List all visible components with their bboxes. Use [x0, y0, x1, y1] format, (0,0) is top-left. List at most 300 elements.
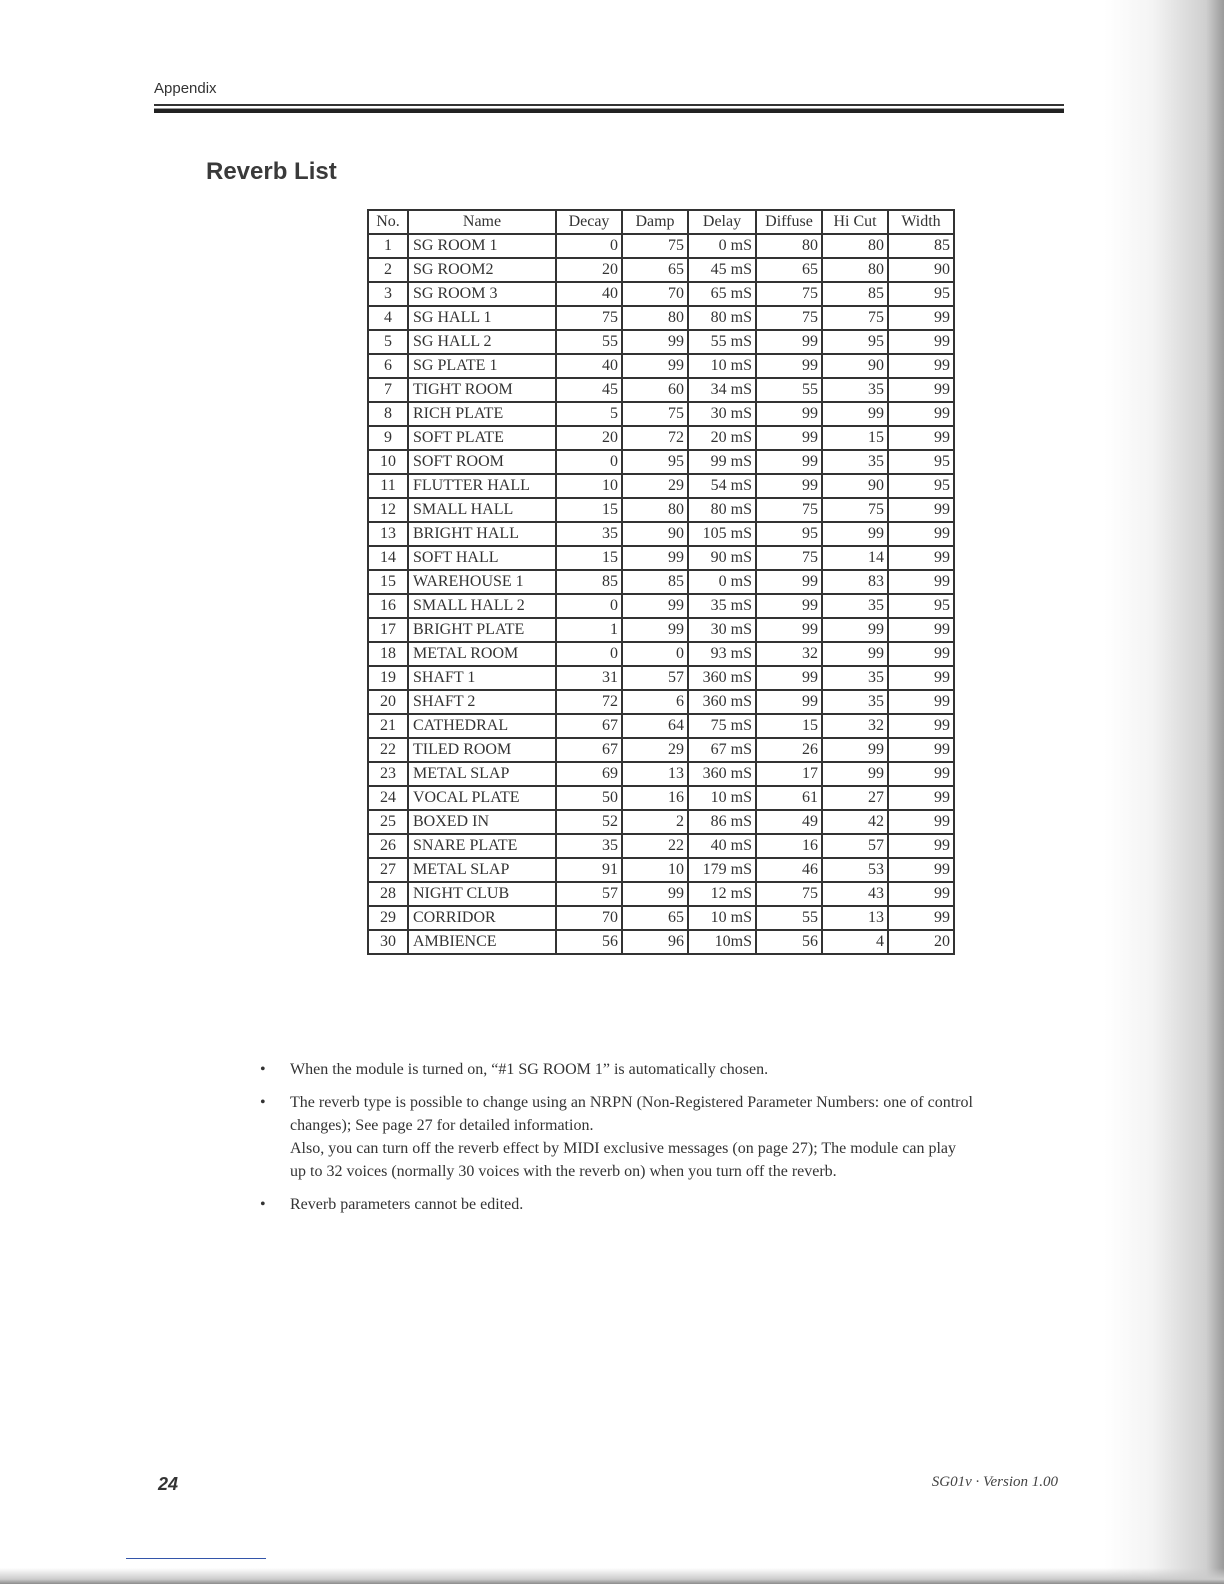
cell-hi-cut: 75 — [822, 306, 888, 330]
cell-name: BOXED IN — [408, 810, 556, 834]
cell-damp: 99 — [622, 330, 688, 354]
cell-damp: 6 — [622, 690, 688, 714]
cell-no: 22 — [368, 738, 408, 762]
cell-diffuse: 56 — [756, 930, 822, 954]
cell-diffuse: 99 — [756, 354, 822, 378]
cell-diffuse: 75 — [756, 498, 822, 522]
cell-hi-cut: 75 — [822, 498, 888, 522]
table-row — [368, 642, 954, 666]
cell-width: 95 — [888, 594, 954, 618]
cell-decay: 5 — [556, 402, 622, 426]
cell-no: 7 — [368, 378, 408, 402]
cell-width: 95 — [888, 474, 954, 498]
cell-name: SG HALL 1 — [408, 306, 556, 330]
cell-delay: 86 mS — [688, 810, 756, 834]
cell-width: 99 — [888, 354, 954, 378]
cell-decay: 72 — [556, 690, 622, 714]
cell-hi-cut: 83 — [822, 570, 888, 594]
table-row — [368, 498, 954, 522]
cell-name: NIGHT CLUB — [408, 882, 556, 906]
cell-delay: 80 mS — [688, 498, 756, 522]
cell-hi-cut: 32 — [822, 714, 888, 738]
cell-damp: 72 — [622, 426, 688, 450]
cell-name: SG ROOM 3 — [408, 282, 556, 306]
cell-decay: 35 — [556, 522, 622, 546]
note-line: Also, you can turn off the reverb effect by MIDI exclusive messages (on page 27); The module can play — [290, 1140, 957, 1157]
cell-delay: 10 mS — [688, 354, 756, 378]
table-row — [368, 378, 954, 402]
cell-width: 99 — [888, 522, 954, 546]
cell-delay: 34 mS — [688, 378, 756, 402]
cell-delay: 99 mS — [688, 450, 756, 474]
cell-name: SG ROOM2 — [408, 258, 556, 282]
cell-width: 99 — [888, 834, 954, 858]
cell-width: 99 — [888, 426, 954, 450]
note-line: When the module is turned on, “#1 SG ROOM 1” is automatically chosen. — [290, 1061, 769, 1078]
cell-no: 18 — [368, 642, 408, 666]
cell-width: 99 — [888, 810, 954, 834]
cell-decay: 91 — [556, 858, 622, 882]
cell-name: SNARE PLATE — [408, 834, 556, 858]
cell-width: 99 — [888, 498, 954, 522]
cell-width: 85 — [888, 234, 954, 258]
cell-diffuse: 32 — [756, 642, 822, 666]
table-row — [368, 666, 954, 690]
table-row — [368, 834, 954, 858]
cell-name: BRIGHT HALL — [408, 522, 556, 546]
cell-hi-cut: 35 — [822, 690, 888, 714]
table-row — [368, 546, 954, 570]
cell-decay: 0 — [556, 594, 622, 618]
note-item — [258, 1193, 1058, 1216]
cell-no: 14 — [368, 546, 408, 570]
cell-damp: 10 — [622, 858, 688, 882]
cell-name: SHAFT 2 — [408, 690, 556, 714]
cell-width: 99 — [888, 858, 954, 882]
cell-damp: 22 — [622, 834, 688, 858]
cell-diffuse: 15 — [756, 714, 822, 738]
table-body — [368, 234, 954, 954]
cell-name: METAL SLAP — [408, 858, 556, 882]
cell-width: 99 — [888, 570, 954, 594]
cell-damp: 75 — [622, 402, 688, 426]
cell-delay: 10 mS — [688, 906, 756, 930]
cell-no: 15 — [368, 570, 408, 594]
cell-delay: 360 mS — [688, 666, 756, 690]
cell-delay: 105 mS — [688, 522, 756, 546]
cell-name: TILED ROOM — [408, 738, 556, 762]
cell-decay: 15 — [556, 546, 622, 570]
header-rule — [154, 104, 1064, 113]
cell-hi-cut: 42 — [822, 810, 888, 834]
note-line: changes); See page 27 for detailed information. — [290, 1117, 594, 1134]
cell-delay: 360 mS — [688, 762, 756, 786]
cell-delay: 0 mS — [688, 570, 756, 594]
cell-delay: 35 mS — [688, 594, 756, 618]
cell-damp: 64 — [622, 714, 688, 738]
cell-hi-cut: 14 — [822, 546, 888, 570]
cell-width: 99 — [888, 306, 954, 330]
cell-no: 19 — [368, 666, 408, 690]
table-row — [368, 786, 954, 810]
cell-diffuse: 99 — [756, 426, 822, 450]
cell-no: 30 — [368, 930, 408, 954]
table-row — [368, 762, 954, 786]
table-row — [368, 522, 954, 546]
cell-decay: 50 — [556, 786, 622, 810]
cell-width: 99 — [888, 906, 954, 930]
table-row — [368, 690, 954, 714]
cell-name: BRIGHT PLATE — [408, 618, 556, 642]
table-row — [368, 594, 954, 618]
cell-decay: 20 — [556, 258, 622, 282]
cell-no: 10 — [368, 450, 408, 474]
col-header-name: Name — [408, 210, 556, 234]
cell-hi-cut: 4 — [822, 930, 888, 954]
cell-hi-cut: 90 — [822, 474, 888, 498]
note-line: The reverb type is possible to change using an NRPN (Non-Registered Parameter Numbers: one of control — [290, 1094, 973, 1111]
cell-decay: 52 — [556, 810, 622, 834]
cell-hi-cut: 80 — [822, 258, 888, 282]
cell-damp: 29 — [622, 738, 688, 762]
cell-damp: 99 — [622, 546, 688, 570]
cell-hi-cut: 90 — [822, 354, 888, 378]
cell-name: SMALL HALL 2 — [408, 594, 556, 618]
cell-delay: 80 mS — [688, 306, 756, 330]
cell-delay: 360 mS — [688, 690, 756, 714]
cell-diffuse: 99 — [756, 330, 822, 354]
cell-delay: 12 mS — [688, 882, 756, 906]
cell-no: 26 — [368, 834, 408, 858]
cell-no: 17 — [368, 618, 408, 642]
table-row — [368, 354, 954, 378]
cell-delay: 75 mS — [688, 714, 756, 738]
cell-diffuse: 16 — [756, 834, 822, 858]
cell-hi-cut: 99 — [822, 738, 888, 762]
cell-delay: 45 mS — [688, 258, 756, 282]
cell-damp: 60 — [622, 378, 688, 402]
cell-diffuse: 55 — [756, 378, 822, 402]
cell-hi-cut: 13 — [822, 906, 888, 930]
cell-no: 20 — [368, 690, 408, 714]
table-row — [368, 282, 954, 306]
cell-decay: 57 — [556, 882, 622, 906]
cell-diffuse: 65 — [756, 258, 822, 282]
page-bottom-shadow — [0, 1568, 1224, 1584]
cell-damp: 99 — [622, 618, 688, 642]
cell-diffuse: 61 — [756, 786, 822, 810]
cell-width: 99 — [888, 546, 954, 570]
cell-damp: 2 — [622, 810, 688, 834]
cell-diffuse: 99 — [756, 474, 822, 498]
page-number: 24 — [158, 1474, 179, 1494]
table-row — [368, 570, 954, 594]
cell-decay: 0 — [556, 642, 622, 666]
table-row — [368, 714, 954, 738]
cell-width: 90 — [888, 258, 954, 282]
cell-width: 99 — [888, 714, 954, 738]
cell-width: 20 — [888, 930, 954, 954]
table-row — [368, 858, 954, 882]
cell-name: SG HALL 2 — [408, 330, 556, 354]
cell-hi-cut: 99 — [822, 762, 888, 786]
cell-no: 24 — [368, 786, 408, 810]
table-row — [368, 474, 954, 498]
cell-diffuse: 26 — [756, 738, 822, 762]
cell-no: 12 — [368, 498, 408, 522]
cell-name: SOFT HALL — [408, 546, 556, 570]
cell-no: 27 — [368, 858, 408, 882]
cell-delay: 65 mS — [688, 282, 756, 306]
cell-decay: 40 — [556, 354, 622, 378]
cell-no: 23 — [368, 762, 408, 786]
cell-no: 16 — [368, 594, 408, 618]
cell-decay: 31 — [556, 666, 622, 690]
col-header-delay: Delay — [688, 210, 756, 234]
table-row — [368, 234, 954, 258]
cell-no: 6 — [368, 354, 408, 378]
cell-diffuse: 49 — [756, 810, 822, 834]
cell-width: 95 — [888, 282, 954, 306]
cell-no: 2 — [368, 258, 408, 282]
cell-no: 9 — [368, 426, 408, 450]
col-header-hi-cut: Hi Cut — [822, 210, 888, 234]
cell-hi-cut: 43 — [822, 882, 888, 906]
cell-diffuse: 75 — [756, 306, 822, 330]
note-line: up to 32 voices (normally 30 voices with the reverb on) when you turn off the reverb. — [290, 1163, 837, 1180]
cell-damp: 70 — [622, 282, 688, 306]
cell-name: SG ROOM 1 — [408, 234, 556, 258]
cell-damp: 75 — [622, 234, 688, 258]
table-row — [368, 450, 954, 474]
cell-hi-cut: 35 — [822, 666, 888, 690]
cell-delay: 10 mS — [688, 786, 756, 810]
cell-delay: 20 mS — [688, 426, 756, 450]
cell-delay: 90 mS — [688, 546, 756, 570]
cell-hi-cut: 99 — [822, 402, 888, 426]
cell-width: 99 — [888, 786, 954, 810]
cell-delay: 10mS — [688, 930, 756, 954]
cell-width: 99 — [888, 690, 954, 714]
cell-no: 29 — [368, 906, 408, 930]
cell-decay: 15 — [556, 498, 622, 522]
page-title: Reverb List — [206, 158, 337, 185]
cell-no: 13 — [368, 522, 408, 546]
cell-decay: 56 — [556, 930, 622, 954]
col-header-decay: Decay — [556, 210, 622, 234]
cell-decay: 75 — [556, 306, 622, 330]
table-header-row — [368, 210, 954, 234]
cell-no: 25 — [368, 810, 408, 834]
cell-no: 4 — [368, 306, 408, 330]
cell-name: SOFT PLATE — [408, 426, 556, 450]
table-row — [368, 306, 954, 330]
col-header-diffuse: Diffuse — [756, 210, 822, 234]
table-row — [368, 738, 954, 762]
table-row — [368, 906, 954, 930]
cell-damp: 85 — [622, 570, 688, 594]
cell-no: 28 — [368, 882, 408, 906]
col-header-no: No. — [368, 210, 408, 234]
cell-width: 95 — [888, 450, 954, 474]
cell-name: FLUTTER HALL — [408, 474, 556, 498]
cell-damp: 96 — [622, 930, 688, 954]
cell-diffuse: 99 — [756, 450, 822, 474]
cell-name: TIGHT ROOM — [408, 378, 556, 402]
cell-hi-cut: 80 — [822, 234, 888, 258]
cell-no: 8 — [368, 402, 408, 426]
cell-hi-cut: 57 — [822, 834, 888, 858]
cell-decay: 0 — [556, 450, 622, 474]
table-row — [368, 882, 954, 906]
cell-width: 99 — [888, 642, 954, 666]
cell-no: 3 — [368, 282, 408, 306]
cell-no: 11 — [368, 474, 408, 498]
bullet-icon: • — [260, 1061, 266, 1078]
cell-width: 99 — [888, 402, 954, 426]
cell-name: SHAFT 1 — [408, 666, 556, 690]
cell-hi-cut: 35 — [822, 378, 888, 402]
cell-width: 99 — [888, 738, 954, 762]
cell-diffuse: 17 — [756, 762, 822, 786]
table-row — [368, 810, 954, 834]
cell-diffuse: 99 — [756, 666, 822, 690]
cell-decay: 55 — [556, 330, 622, 354]
cell-decay: 67 — [556, 714, 622, 738]
table-row — [368, 402, 954, 426]
cell-diffuse: 99 — [756, 570, 822, 594]
cell-name: SOFT ROOM — [408, 450, 556, 474]
cell-delay: 30 mS — [688, 618, 756, 642]
notes-list — [258, 1058, 1058, 1226]
cell-damp: 95 — [622, 450, 688, 474]
cell-decay: 40 — [556, 282, 622, 306]
note-item — [258, 1091, 1058, 1183]
table-row — [368, 930, 954, 954]
cell-delay: 55 mS — [688, 330, 756, 354]
cell-width: 99 — [888, 762, 954, 786]
cell-decay: 69 — [556, 762, 622, 786]
cell-name: SG PLATE 1 — [408, 354, 556, 378]
cell-no: 1 — [368, 234, 408, 258]
cell-damp: 13 — [622, 762, 688, 786]
cell-width: 99 — [888, 330, 954, 354]
col-header-width: Width — [888, 210, 954, 234]
cell-hi-cut: 15 — [822, 426, 888, 450]
cell-hi-cut: 85 — [822, 282, 888, 306]
cell-hi-cut: 35 — [822, 594, 888, 618]
table-row — [368, 330, 954, 354]
cell-damp: 65 — [622, 906, 688, 930]
cell-diffuse: 80 — [756, 234, 822, 258]
cell-damp: 99 — [622, 594, 688, 618]
cell-width: 99 — [888, 666, 954, 690]
bottom-mark — [126, 1558, 266, 1559]
cell-diffuse: 99 — [756, 618, 822, 642]
page-edge-shadow — [1104, 0, 1224, 1584]
cell-damp: 29 — [622, 474, 688, 498]
cell-name: VOCAL PLATE — [408, 786, 556, 810]
cell-hi-cut: 99 — [822, 618, 888, 642]
cell-diffuse: 75 — [756, 282, 822, 306]
cell-name: METAL SLAP — [408, 762, 556, 786]
cell-name: WAREHOUSE 1 — [408, 570, 556, 594]
cell-hi-cut: 27 — [822, 786, 888, 810]
cell-diffuse: 55 — [756, 906, 822, 930]
cell-decay: 20 — [556, 426, 622, 450]
table-row — [368, 618, 954, 642]
cell-diffuse: 46 — [756, 858, 822, 882]
col-header-damp: Damp — [622, 210, 688, 234]
cell-decay: 85 — [556, 570, 622, 594]
cell-hi-cut: 99 — [822, 642, 888, 666]
cell-decay: 70 — [556, 906, 622, 930]
cell-diffuse: 75 — [756, 546, 822, 570]
cell-hi-cut: 95 — [822, 330, 888, 354]
cell-name: SMALL HALL — [408, 498, 556, 522]
cell-diffuse: 99 — [756, 594, 822, 618]
table-row — [368, 426, 954, 450]
cell-diffuse: 75 — [756, 882, 822, 906]
cell-decay: 45 — [556, 378, 622, 402]
cell-diffuse: 99 — [756, 402, 822, 426]
cell-no: 21 — [368, 714, 408, 738]
cell-delay: 179 mS — [688, 858, 756, 882]
cell-hi-cut: 53 — [822, 858, 888, 882]
cell-damp: 16 — [622, 786, 688, 810]
table-row — [368, 258, 954, 282]
cell-delay: 30 mS — [688, 402, 756, 426]
cell-damp: 80 — [622, 498, 688, 522]
cell-width: 99 — [888, 378, 954, 402]
cell-diffuse: 95 — [756, 522, 822, 546]
cell-damp: 57 — [622, 666, 688, 690]
bullet-icon: • — [260, 1196, 266, 1213]
cell-width: 99 — [888, 618, 954, 642]
cell-delay: 0 mS — [688, 234, 756, 258]
cell-damp: 99 — [622, 882, 688, 906]
cell-no: 5 — [368, 330, 408, 354]
cell-damp: 99 — [622, 354, 688, 378]
cell-damp: 80 — [622, 306, 688, 330]
footer-version: SG01v · Version 1.00 — [931, 1474, 1058, 1490]
cell-delay: 93 mS — [688, 642, 756, 666]
cell-diffuse: 99 — [756, 690, 822, 714]
cell-name: CATHEDRAL — [408, 714, 556, 738]
cell-damp: 65 — [622, 258, 688, 282]
cell-damp: 0 — [622, 642, 688, 666]
reverb-table — [367, 209, 955, 955]
cell-decay: 10 — [556, 474, 622, 498]
cell-decay: 0 — [556, 234, 622, 258]
cell-hi-cut: 99 — [822, 522, 888, 546]
cell-delay: 54 mS — [688, 474, 756, 498]
note-item — [258, 1058, 1058, 1081]
cell-delay: 40 mS — [688, 834, 756, 858]
cell-name: RICH PLATE — [408, 402, 556, 426]
bullet-icon: • — [260, 1094, 266, 1111]
cell-damp: 90 — [622, 522, 688, 546]
note-line: Reverb parameters cannot be edited. — [290, 1196, 524, 1213]
cell-width: 99 — [888, 882, 954, 906]
cell-decay: 35 — [556, 834, 622, 858]
cell-name: CORRIDOR — [408, 906, 556, 930]
cell-decay: 1 — [556, 618, 622, 642]
cell-name: AMBIENCE — [408, 930, 556, 954]
cell-decay: 67 — [556, 738, 622, 762]
cell-name: METAL ROOM — [408, 642, 556, 666]
cell-hi-cut: 35 — [822, 450, 888, 474]
